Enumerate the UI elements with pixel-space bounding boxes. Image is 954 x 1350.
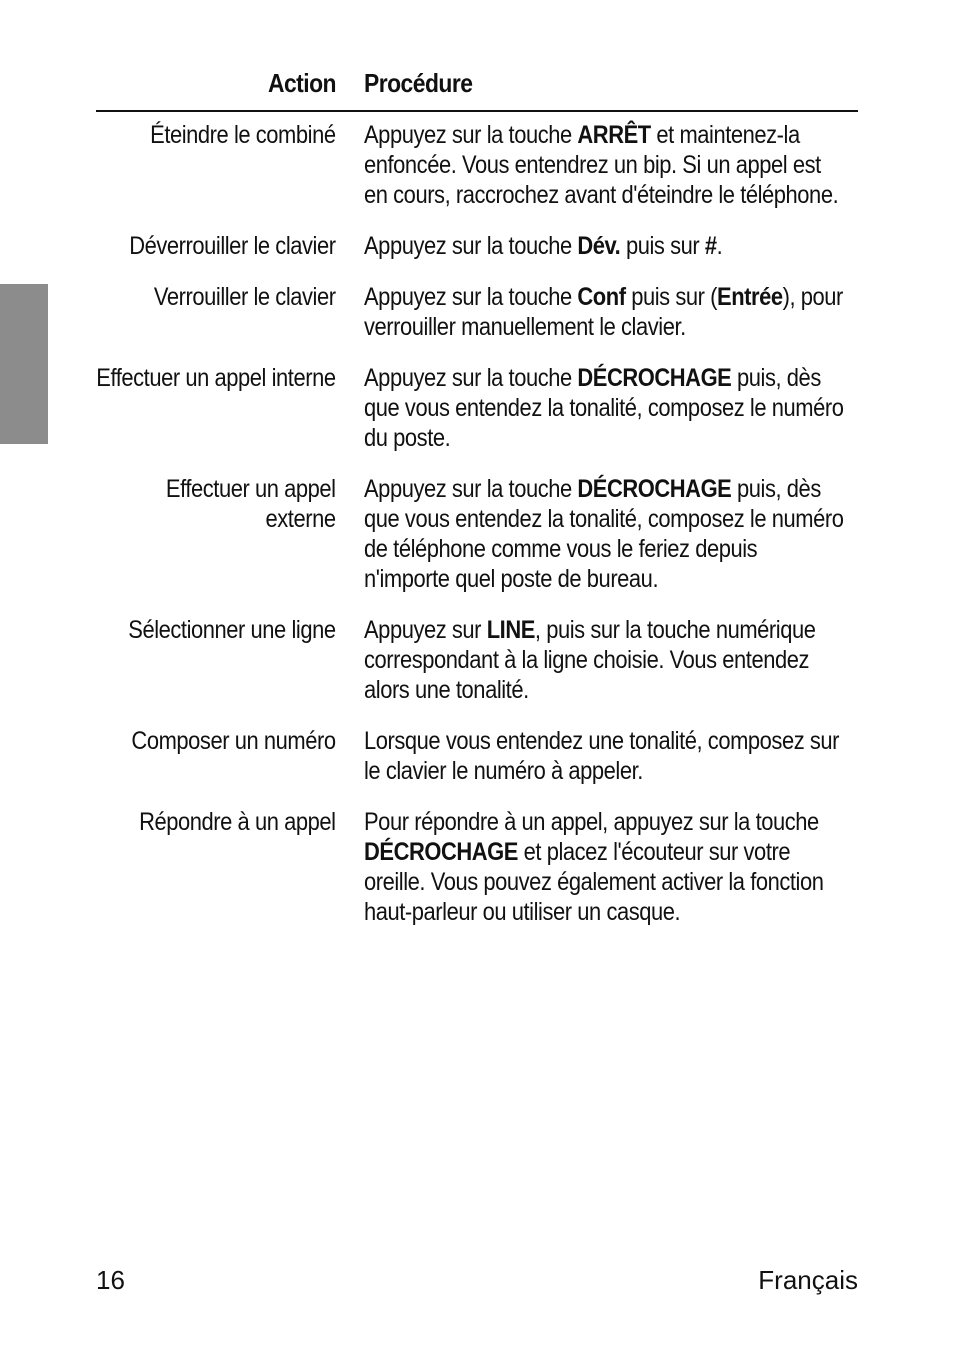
- procedure-text: [364, 726, 844, 786]
- action-text: Sélectionner une ligne: [128, 616, 336, 644]
- key-name: Conf: [577, 283, 626, 311]
- procedure-cell: [364, 474, 844, 594]
- procedure-segment: Appuyez sur: [364, 616, 487, 644]
- action-text: Éteindre le combiné: [150, 121, 336, 149]
- procedure-segment: , puis sur la touche numérique correspondant à la ligne choisie. Vous entendez alors une tonalité.: [364, 616, 816, 704]
- action-text: Verrouiller le clavier: [154, 283, 336, 311]
- section-tab: [0, 284, 48, 444]
- action-text: Composer un numéro: [131, 727, 336, 755]
- procedure-cell: [364, 615, 844, 705]
- procedure-segment: Appuyez sur la touche: [364, 121, 578, 149]
- action-procedure-table: [96, 66, 858, 948]
- procedure-text: [364, 474, 844, 594]
- action-text: Déverrouiller le clavier: [129, 232, 336, 260]
- header-procedure: Procédure: [364, 68, 473, 98]
- procedure-segment: puis sur (: [625, 283, 718, 311]
- table-row: [96, 615, 858, 705]
- action-cell: [96, 120, 336, 210]
- table-row: [96, 726, 858, 786]
- procedure-text: [364, 615, 844, 705]
- action-cell: [96, 615, 336, 705]
- key-name: DÉCROCHAGE: [364, 838, 518, 866]
- table-row: [96, 363, 858, 453]
- procedure-cell: [364, 231, 844, 261]
- key-name: Dév.: [577, 232, 621, 260]
- page-number: 16: [96, 1265, 125, 1295]
- action-text: Répondre à un appel: [139, 808, 336, 836]
- procedure-segment: puis, dès que vous entendez la tonalité, composez le numéro du poste.: [364, 364, 844, 452]
- procedure-segment: et placez l'écouteur sur votre oreille. Vous pouvez également activer la fonction haut-parleur ou utiliser un casque.: [364, 838, 824, 926]
- action-text: Effectuer un appel externe: [166, 475, 336, 533]
- table-row: [96, 120, 858, 210]
- action-cell: [96, 282, 336, 342]
- procedure-segment: et maintenez-la enfoncée. Vous entendrez un bip. Si un appel est en cours, raccrochez avant d'éteindre le téléphone.: [364, 121, 839, 209]
- procedure-segment: ), pour verrouiller manuellement le clavier.: [364, 283, 843, 341]
- procedure-text: [364, 231, 844, 261]
- footer-language: Français: [758, 1265, 858, 1295]
- procedure-segment: Appuyez sur la touche: [364, 283, 578, 311]
- action-text: Effectuer un appel interne: [96, 364, 337, 392]
- table-body: [96, 112, 858, 927]
- table-header: [96, 66, 858, 112]
- table-row: [96, 807, 858, 927]
- procedure-text: [364, 282, 844, 342]
- key-name: DÉCROCHAGE: [577, 364, 732, 392]
- procedure-text: [364, 807, 844, 927]
- procedure-cell: [364, 807, 844, 927]
- action-cell: [96, 807, 336, 927]
- header-action: Action: [267, 68, 336, 98]
- procedure-segment: Appuyez sur la touche: [364, 232, 578, 260]
- procedure-cell: [364, 120, 844, 210]
- procedure-segment: puis, dès que vous entendez la tonalité, composez le numéro de téléphone comme vous le feriez depuis n'importe quel poste de bureau.: [364, 475, 844, 593]
- action-cell: [96, 726, 336, 786]
- table-row: [96, 474, 858, 594]
- procedure-cell: [364, 726, 844, 786]
- procedure-segment: Lorsque vous entendez une tonalité, composez sur le clavier le numéro à appeler.: [364, 727, 840, 785]
- procedure-text: [364, 363, 844, 453]
- procedure-segment: Appuyez sur la touche: [364, 364, 578, 392]
- procedure-segment: Appuyez sur la touche: [364, 475, 578, 503]
- procedure-segment: puis sur: [620, 232, 705, 260]
- procedure-text: [364, 120, 844, 210]
- key-name: ARRÊT: [577, 121, 651, 149]
- key-name: #: [704, 232, 717, 260]
- key-name: DÉCROCHAGE: [577, 475, 732, 503]
- action-cell: [96, 474, 336, 594]
- procedure-cell: [364, 363, 844, 453]
- table-row: [96, 282, 858, 342]
- action-cell: [96, 363, 336, 453]
- procedure-segment: .: [716, 232, 723, 260]
- key-name: LINE: [486, 616, 535, 644]
- action-cell: [96, 231, 336, 261]
- procedure-cell: [364, 282, 844, 342]
- procedure-segment: Pour répondre à un appel, appuyez sur la touche: [364, 808, 819, 836]
- key-name: Entrée: [717, 283, 783, 311]
- table-row: [96, 231, 858, 261]
